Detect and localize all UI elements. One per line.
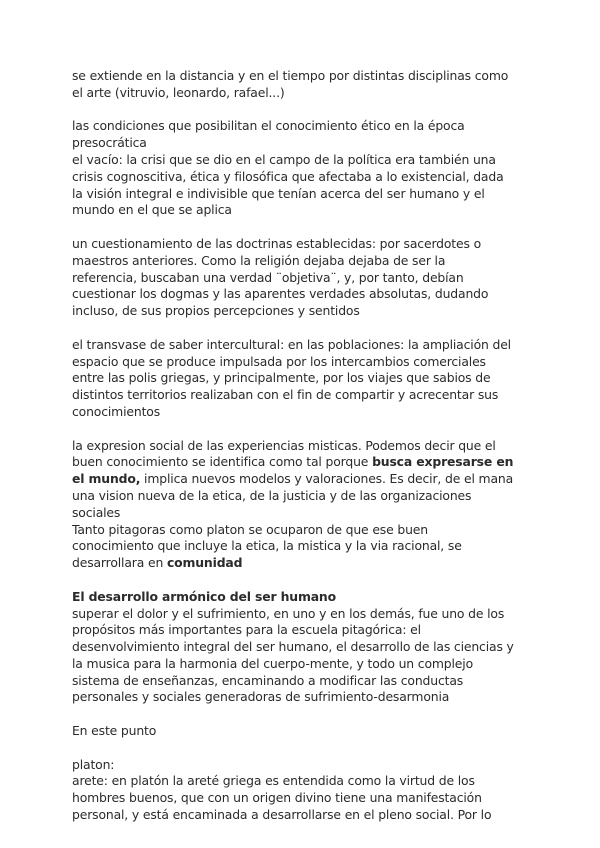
text-line: una vision nueva de la etica, de la justicia y de las organizaciones [72,487,472,503]
text-line: un cuestionamiento de las doctrinas establecidas: por sacerdotes o [72,235,482,251]
text-line [72,555,534,572]
text-line [72,471,534,488]
paragraph-presocratic-conditions [72,118,534,219]
bold-phrase: busca expresarse en [372,454,514,470]
text-line [72,454,534,471]
text-line: platon: [72,756,115,772]
text-line: incluso, de sus propios percepciones y sentidos [72,303,360,319]
text-line: Tanto pitagoras como platon se ocuparon de que ese buen [72,521,428,537]
text-line: desenvolvimiento integral del ser humano, el desarrollo de las ciencias y [72,639,514,655]
paragraph-platon [72,757,534,824]
text-line: referencia, buscaban una verdad ¨objetiva¨, y, por tanto, debían [72,269,464,285]
text-line: personal, y está encaminada a desarrollarse en el pleno social. Por lo [72,807,492,823]
text-line: En este punto [72,723,157,739]
text-line: propósitos más importantes para la escuela pitagórica: el [72,622,421,638]
text-line: la musica para la harmonia del cuerpo-mente, y todo un complejo [72,655,474,671]
text-line: se extiende en la distancia y en el tiempo por distintas disciplinas como [72,68,509,83]
paragraph-harmonic-development [72,589,534,707]
text-line: cuestionar los dogmas y las aparentes verdades absolutas, dudando [72,286,489,302]
text-line: conocimientos [72,403,161,419]
text-line: el vacío: la crisi que se dio en el campo de la política era también una [72,151,496,167]
text-line: entre las polis griegas, y principalmente, por los viajes que sabios de [72,370,491,386]
text-line: personales y sociales generadoras de sufrimiento-desarmonia [72,689,450,705]
text-line: sociales [72,504,121,520]
text-line: sistema de enseñanzas, encaminando a modificar las conductas [72,672,464,688]
text-line: hombres buenos, que con un origen divino tiene una manifestación [72,790,482,806]
document-page [72,68,534,824]
text-run: implica nuevos modelos y valoraciones. Es decir, de el mana [140,471,514,487]
text-line: el arte (vitruvio, leonardo, rafael...) [72,84,285,100]
text-line: arete: en platón la areté griega es entendida como la virtud de los [72,773,475,789]
paragraph-intercultural-knowledge [72,337,534,421]
text-line: las condiciones que posibilitan el conocimiento ético en la época [72,118,465,134]
bold-phrase: comunidad [166,555,243,571]
text-line: la expresion social de las experiencias misticas. Podemos decir que el [72,437,496,453]
text-line: el transvase de saber intercultural: en las poblaciones: la ampliación del [72,336,511,352]
paragraph-disciplines [72,68,534,102]
paragraph-mystic-experiences [72,438,534,572]
text-line: la visión integral e indivisible que tenían acerca del ser humano y el [72,185,485,201]
text-run: buen conocimiento se identifica como tal porque [72,454,373,470]
text-line: mundo en el que se aplica [72,202,232,218]
bold-phrase: el mundo, [72,471,141,487]
text-line: distintos territorios realizaban con el fin de compartir y acrecentar sus [72,387,499,403]
text-line: espacio que se produce impulsada por los intercambios comerciales [72,353,486,369]
text-line: maestros anteriores. Como la religión dejaba dejaba de ser la [72,252,446,268]
section-heading: El desarrollo armónico del ser humano [72,588,336,604]
text-line: conocimiento que incluye la etica, la mistica y la via racional, se [72,538,462,554]
paragraph-en-este-punto [72,723,534,740]
text-line: presocrática [72,135,147,151]
text-run: desarrollara en [72,555,167,571]
text-line: superar el dolor y el sufrimiento, en uno y en los demás, fue uno de los [72,605,505,621]
text-line: crisis cognoscitiva, ética y filosófica que afectaba a lo existencial, dada [72,168,504,184]
paragraph-doctrine-questioning [72,236,534,320]
